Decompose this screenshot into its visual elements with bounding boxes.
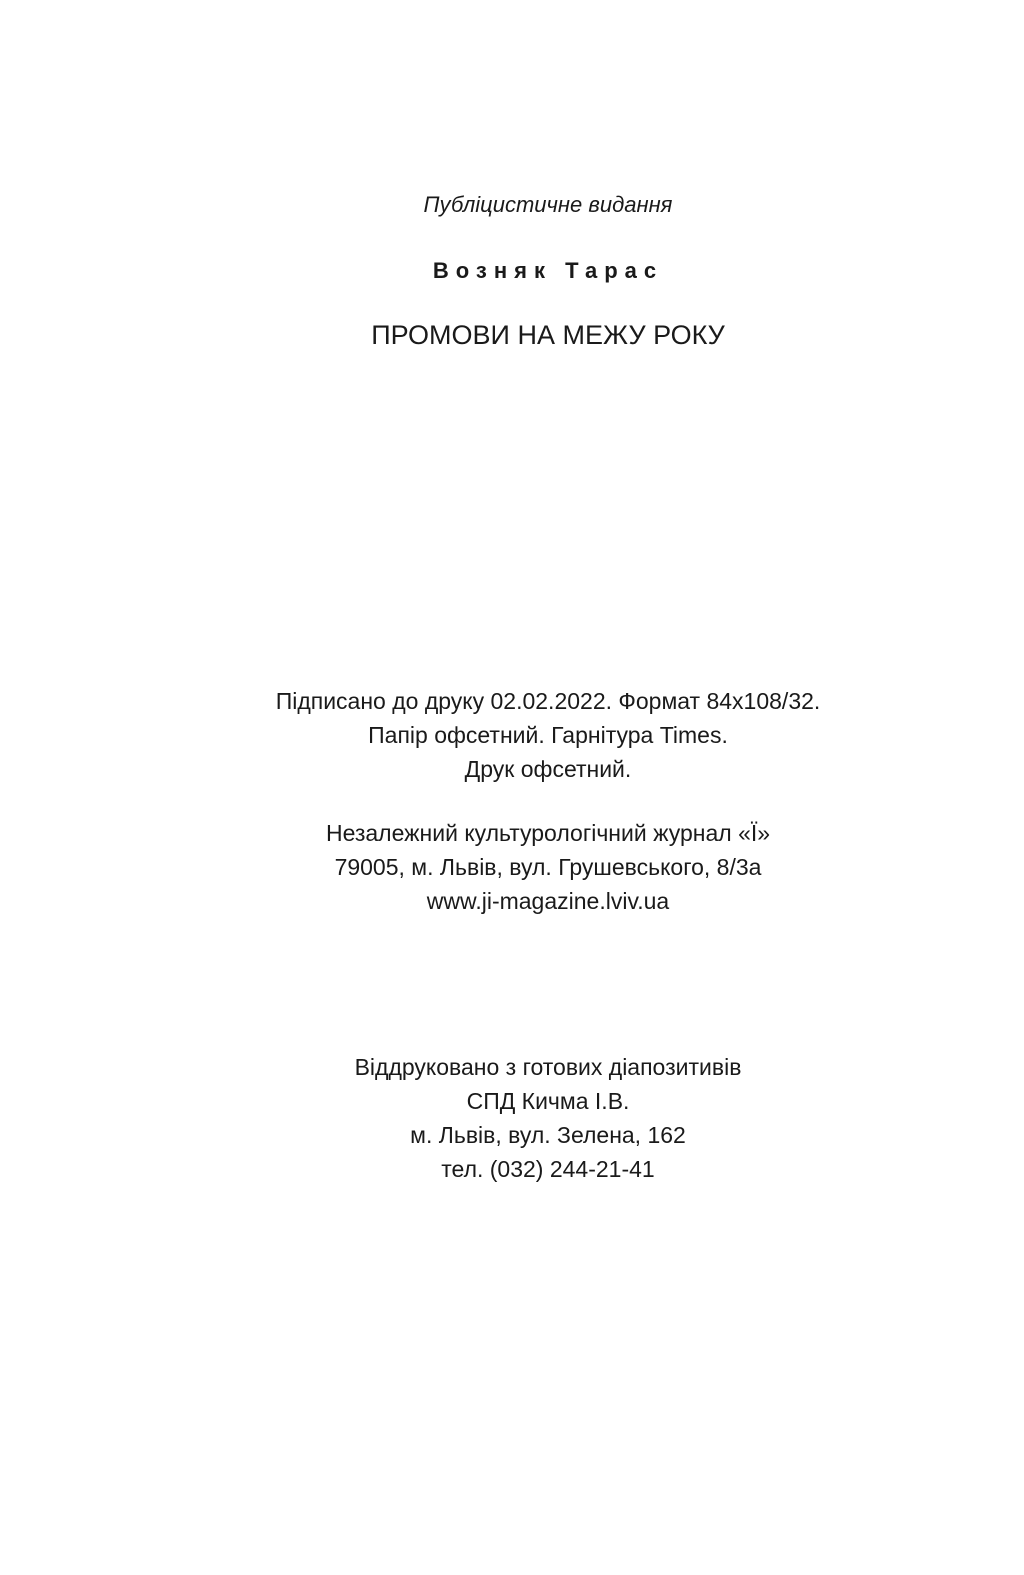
publisher-website: www.ji-magazine.lviv.ua — [426, 888, 670, 914]
printer-name: СПД Кичма І.В. — [466, 1088, 630, 1114]
publisher-name: Незалежний культурологічний журнал «Ї» — [325, 820, 771, 846]
author-name: Возняк Тарас — [432, 258, 664, 283]
imprint-line: Підписано до друку 02.02.2022. Формат 84х108/32. — [275, 688, 821, 714]
printer-phone: тел. (032) 244-21-41 — [441, 1156, 655, 1182]
genre-label: Публіцистичне видання — [423, 192, 673, 217]
imprint-line: Друк офсетний. — [464, 756, 632, 782]
printer-line: Віддруковано з готових діапозитивів — [354, 1054, 742, 1080]
publisher-address: 79005, м. Львів, вул. Грушевського, 8/3а — [334, 854, 762, 880]
printer-address: м. Львів, вул. Зелена, 162 — [410, 1122, 686, 1148]
imprint-line: Папір офсетний. Гарнітура Times. — [368, 722, 728, 748]
book-title: ПРОМОВИ НА МЕЖУ РОКУ — [371, 320, 725, 350]
